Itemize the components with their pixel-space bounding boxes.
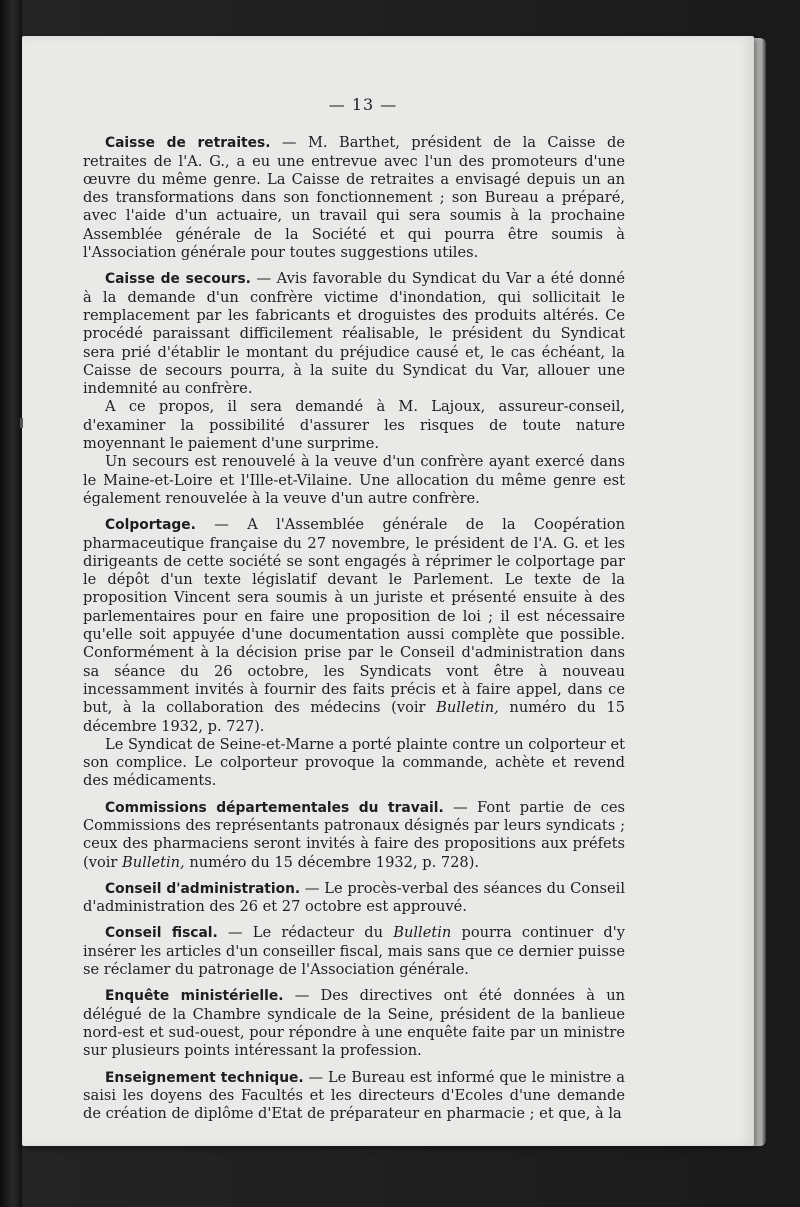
section-heading: Colportage. — [105, 517, 196, 534]
page-content — [83, 96, 625, 1131]
section-text: numéro du 15 décembre 1932, p. 727). — [83, 699, 625, 735]
section-heading: Caisse de secours. — [105, 271, 251, 288]
section-caisse-de-retraites — [83, 134, 625, 262]
section-text: numéro du 15 décembre 1932, p. 728). — [184, 853, 480, 871]
paragraph: A ce propos, il sera demandé à M. Lajoux, assureur-conseil, d'examiner la possibilité d'assurer les risques de toute nature moyennant le paiement d'une surprime. — [83, 398, 625, 453]
adjacent-page-strip — [0, 0, 22, 1207]
section-commissions-departementales — [83, 799, 625, 872]
page-number: — 13 — — [328, 95, 398, 114]
section-text: pourra continuer d'y insérer les articles d'un conseiller fiscal, mais sans que ce dernier puisse se réclamer du patronage de l'Association générale. — [83, 924, 626, 979]
bulletin-reference: Bulletin, — [436, 699, 499, 717]
section-text: — A l'Assemblée générale de la Coopération pharmaceutique française du 27 novembre, le président de l'A. G. et les dirigeants de cette société se sont engagés à réprimer le colportage par le dépôt d'un texte législatif devant le Parlement. Le texte de la proposition Vincent sera soumis à un juriste et présenté ensuite à des parlementaires pour en faire une proposition de loi ; il est nécessaire qu'elle soit appuyée d'une documentation aussi complète que possible. Conformément à la décision prise par le Conseil d'administration dans sa séance du 26 octobre, les Syndicats vont être à nouveau incessamment invités à fournir des faits précis et à faire appel, dans ce but, à la collaboration des médecins (voir — [83, 516, 625, 717]
section-heading: Enseignement technique. — [105, 1069, 304, 1086]
section-heading: Caisse de retraites. — [105, 135, 271, 152]
section-enquete-ministerielle — [83, 987, 625, 1060]
section-heading: Conseil d'administration. — [105, 880, 301, 897]
section-text: — Le rédacteur du — [217, 924, 394, 942]
section-text: — Le procès-verbal des séances du Conseil d'administration des 26 et 27 octobre est approuvé. — [83, 879, 625, 916]
section-text: — Font partie de ces Commissions des représentants patronaux désignés par leurs syndicats ; ceux des pharmaciens seront invités à faire des propositions aux préfets (voir — [83, 798, 625, 871]
section-text: — Des directives ont été données à un délégué de la Chambre syndicale de la Seine, président de la banlieue nord-est et sud-ouest, pour répondre à une enquête faite par un ministre sur plusieurs points intéressant la profession. — [83, 987, 626, 1060]
section-heading: Enquête ministérielle. — [105, 988, 284, 1005]
section-conseil-administration — [83, 880, 625, 917]
bulletin-reference: Bulletin, — [122, 853, 185, 871]
section-text: — Avis favorable du Syndicat du Var a été donné à la demande d'un confrère victime d'inondation, qui sollicitait le remplacement par les fabricants et droguistes des produits altérés. Ce procédé paraissant difficilement réalisable, le président du Syndicat sera prié d'établir le montant du préjudice causé et, le cas échéant, la Caisse de secours pourra, à la suite du Syndicat du Var, allouer une indemnité au confrère. — [83, 270, 625, 398]
section-enseignement-technique — [83, 1069, 625, 1124]
margin-mark — [20, 418, 23, 428]
paragraph: Un secours est renouvelé à la veuve d'un confrère ayant exercé dans le Maine-et-Loire et l'Ille-et-Vilaine. Une allocation du même genre est également renouvelée à la veuve d'un autre confrère. — [83, 453, 625, 507]
page-edge — [752, 38, 766, 1146]
section-text: — M. Barthet, président de la Caisse de retraites de l'A. G., a eu une entrevue avec l'un des promoteurs d'une œuvre du même genre. La Caisse de retraites a envisagé depuis un an des transformations dans son fonctionnement ; son Bureau a préparé, avec l'aide d'un actuaire, un travail qui sera soumis à la prochaine Assemblée générale de la Société et qui pourra être soumis à l'Association générale pour toutes suggestions utiles. — [83, 134, 625, 262]
section-conseil-fiscal — [83, 924, 625, 979]
section-colportage — [83, 516, 625, 736]
section-heading: Conseil fiscal. — [105, 925, 218, 942]
section-text: — Le Bureau est informé que le ministre a saisi les doyens des Facultés et les directeurs d'Ecoles d'une demande de création de diplôme d'Etat de préparateur en pharmacie ; et que, à la — [83, 1068, 625, 1123]
section-heading: Commissions départementales du travail. — [105, 799, 444, 816]
bulletin-reference: Bulletin — [393, 924, 452, 942]
section-caisse-de-secours — [83, 270, 625, 398]
paragraph: Le Syndicat de Seine-et-Marne a porté plainte contre un colporteur et son complice. Le colporteur provoque la commande, achète et revend des médicaments. — [83, 735, 625, 790]
